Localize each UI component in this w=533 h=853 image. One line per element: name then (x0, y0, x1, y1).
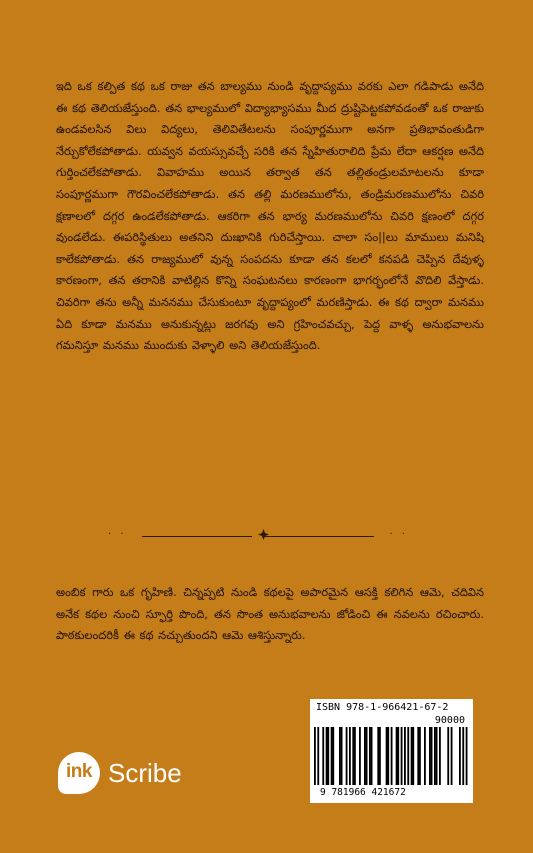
barcode-bar (439, 727, 441, 785)
barcode-bar (379, 727, 381, 785)
barcode-bar (371, 727, 373, 785)
barcode-bar (419, 727, 421, 785)
barcode-bar (424, 727, 426, 785)
barcode-bar (407, 727, 409, 785)
barcode-bar (387, 727, 389, 785)
barcode-bar (314, 727, 316, 785)
barcode-bar (436, 727, 438, 785)
barcode-bar (401, 727, 403, 785)
barcode-digits: 9 781966 421672 (320, 787, 406, 798)
isbn-label: ISBN 978-1-966421-67-2 (316, 702, 449, 713)
barcode-bar (411, 727, 413, 785)
barcode-bar (404, 727, 406, 785)
divider-dots-right: . . (389, 526, 408, 537)
barcode-bar (417, 727, 419, 785)
book-synopsis: ఇది ఒక కల్పిత కథ ఒక రాజు తన బాల్యము నుండి వృద్దాప్యము వరకు ఎలా గడిపాడు అనేది ఈ కథ తెలియజేస్తుంది. తన భాల్యములో విద్యాభ్యాసము మీద ద్రుష్టిపెట్టకపోవడంతో ఒక రాజుకు ఉండవలసిన విలు విద్యలు, తెలివితేటలను సంపూర్ణముగా అనగా ప్రతిభావంతుడిగా నేర్చుకోలేకపోతాడు. యవ్వన వయస్సువచ్చే సరికి తన స్నేహితురాలిది ప్రేమ లేదా ఆకర్షణ అనేది గుర్తించలేకపోతాడు. వివాహము అయిన తర్వాత తన తల్లితండ్రులమాటలను కూడా సంపూర్ణముగా గౌరవించలేకపోతాడు. తన తల్లి మరణములోను, తండ్రిమరణములోను చివరి క్షణాలలో దగ్గర ఉండలేకపోతాడు. ఆకరిగా తన భార్య మరణములోను చివరి క్షణంలో దగ్గర వుండలేడు. ఈపరిస్థితులు అతనిని దుఃఖానికి గురిచేస్తాయి. చాలా సం||లు మాములు మనిషి కాలేకపోతాడు. తన రాజ్యములో వున్న సంపదను కూడా తన కలలో కనపడి చెప్పిన దేవుళ్ళ కారణంగా, తన తరానికి వాటిల్లిన కొన్ని సంఘటనలు కారణంగా భాగర్భంలోనే వొదిలి వేస్తాడు. చివరిగా తను అన్నీ మననము చేసుకుంటూ వృద్దాప్యంలో మరణిస్తాడు. ఈ కథ ద్వారా మనము ఏది కూడా మనము అనుకున్నట్లు జరగవు అని గ్రహించవచ్చు, పెద్ద వాళ్ళ అనుభవాలను గమనిస్తూ మనము ముందుకు వెళ్ళాలి అని తెలియజేస్తుంది. (56, 79, 484, 353)
barcode-bar (341, 727, 343, 785)
barcode-bar (354, 727, 356, 785)
barcode-bar (369, 727, 371, 785)
barcode-bar (412, 727, 414, 785)
barcode-bar (366, 727, 368, 785)
barcode-bar (332, 727, 334, 785)
divider-line-right (264, 536, 374, 537)
author-bio: అంబిక గారు ఒక గృహిణి. చిన్నప్పటి నుండి కథలపై అపారమైన ఆసక్తి కలిగిన ఆమె, చదివిన అనేక కథల నుంచి స్ఫూర్తి పొంది, తన సొంత అనుభవాలను జోడించి ఈ నవలను రచించారు. పాఠకులందరికీ ఈ కథ నచ్చుతుందని ఆమె ఆశిస్తున్నారు. (56, 585, 484, 643)
barcode-bar (459, 727, 461, 785)
barcode-bar (431, 727, 433, 785)
inkscribe-logo-icon (58, 752, 100, 794)
barcode-bar (317, 727, 319, 785)
barcode-bar (339, 727, 341, 785)
barcode-bar (331, 727, 333, 785)
barcode-bar (377, 727, 379, 785)
barcode-bar (364, 727, 366, 785)
barcode-bar (462, 727, 464, 785)
barcode-bar (397, 727, 399, 785)
barcode-addon-code: 90000 (434, 715, 465, 726)
barcode-bar (447, 727, 449, 785)
barcode-bar (466, 727, 468, 785)
section-divider (108, 526, 408, 546)
barcode-bar (396, 727, 398, 785)
diamond-icon (258, 529, 269, 540)
divider-line-left (142, 536, 252, 537)
barcode-bars (314, 727, 469, 785)
barcode-bar (386, 727, 388, 785)
barcode-bar (359, 727, 361, 785)
isbn-barcode (310, 699, 473, 803)
barcode-bar (326, 727, 328, 785)
barcode-bar (346, 727, 348, 785)
barcode-bar (352, 727, 354, 785)
divider-dots-left: . . (108, 526, 127, 537)
barcode-bar (451, 727, 453, 785)
barcode-bar (327, 727, 329, 785)
logo-scribe-text: Scribe (108, 758, 182, 788)
barcode-bar (322, 727, 324, 785)
barcode-bar (434, 727, 436, 785)
barcode-bar (391, 727, 393, 785)
logo-ink-text: ink (66, 761, 92, 782)
barcode-bar (349, 727, 351, 785)
barcode-bar (429, 727, 431, 785)
publisher-logo (58, 752, 208, 800)
